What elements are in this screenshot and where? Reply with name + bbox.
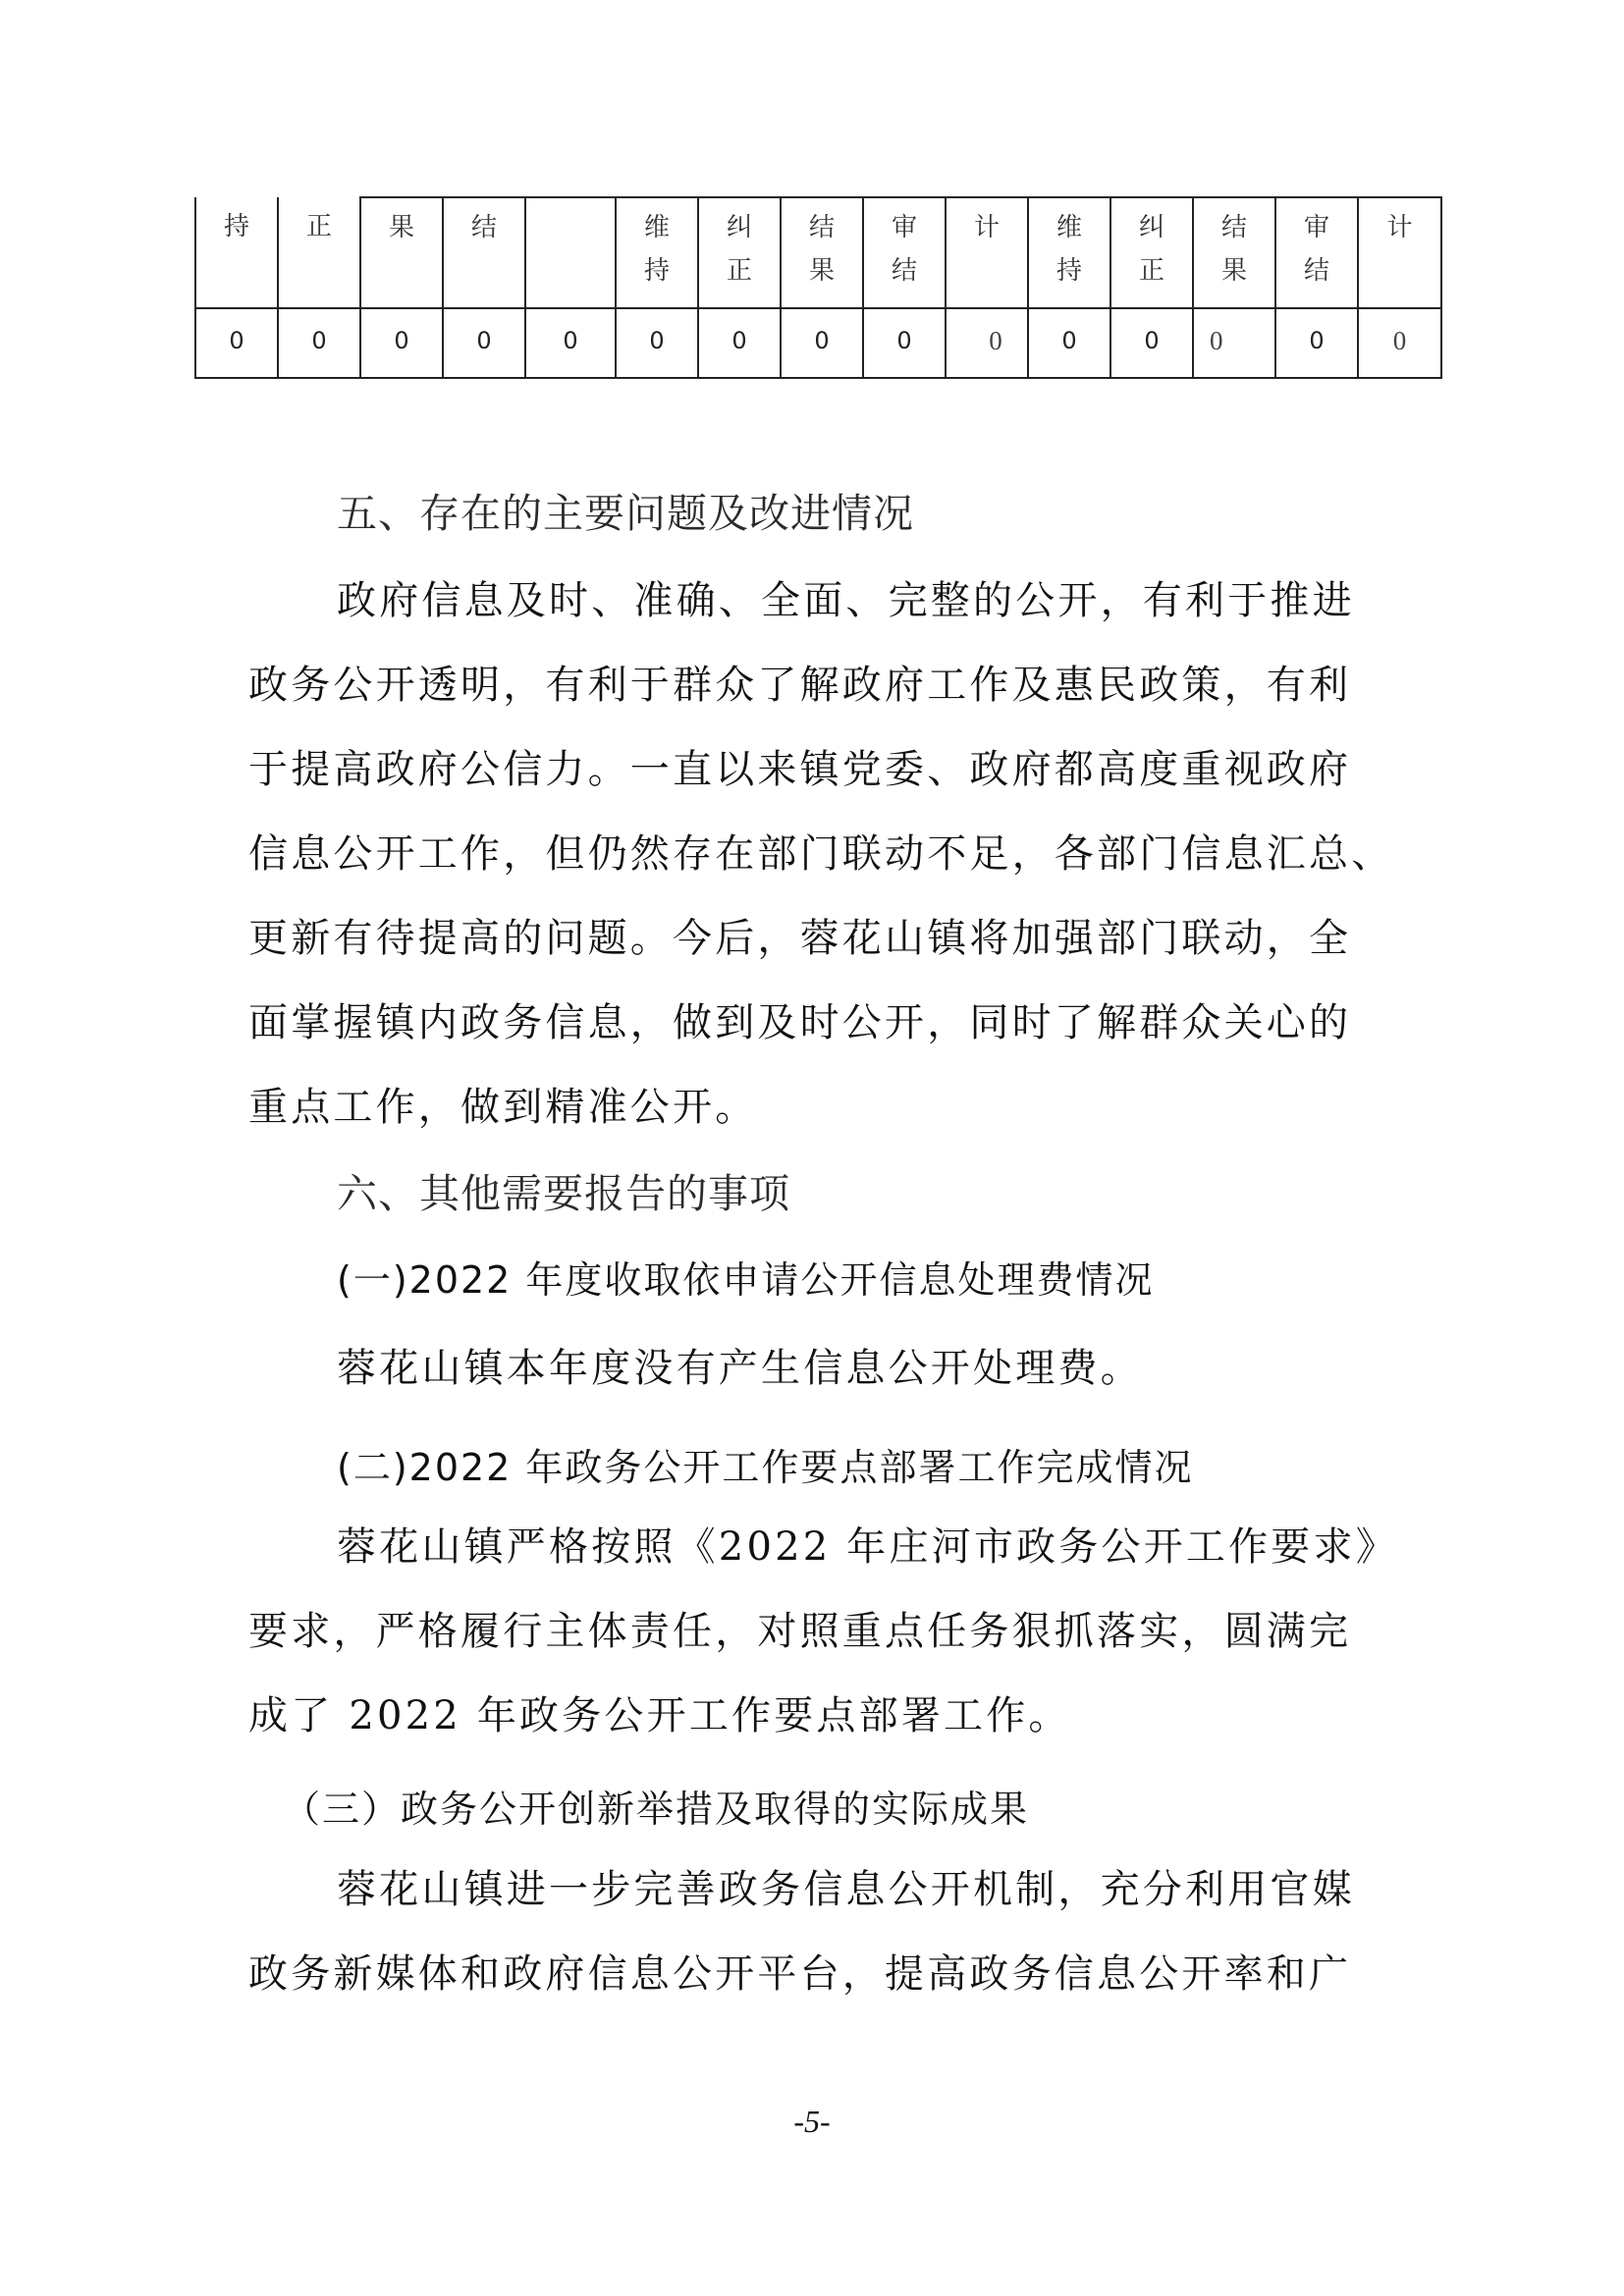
table-cell: 0 xyxy=(1028,308,1110,378)
table-header-cell: 计 xyxy=(946,197,1028,308)
table-cell: 0 xyxy=(195,308,278,378)
table-header-cell: 审 结 xyxy=(863,197,946,308)
section-heading: 五、存在的主要问题及改进情况 xyxy=(337,490,914,537)
table-cell: 0 xyxy=(1193,308,1275,378)
subsection-heading: (一)2022 年度收取依申请公开信息处理费情况 xyxy=(337,1258,1155,1302)
table-cell: 0 xyxy=(525,308,616,378)
section-heading: 六、其他需要报告的事项 xyxy=(337,1170,790,1217)
table-header-cell: 结 xyxy=(443,197,525,308)
table-cell: 0 xyxy=(278,308,360,378)
table-cell: 0 xyxy=(1275,308,1358,378)
table-header-cell: 结 果 xyxy=(781,197,863,308)
review-litigation-table-fragment xyxy=(194,196,1442,379)
paragraph-line: 蓉花山镇严格按照《2022 年庄河市政务公开工作要求》 xyxy=(337,1524,1398,1570)
table-cell: 0 xyxy=(781,308,863,378)
table-header-cell: 纠 正 xyxy=(1110,197,1193,308)
paragraph-line: 信息公开工作，但仍然存在部门联动不足，各部门信息汇总、 xyxy=(248,831,1394,877)
table-cell: 0 xyxy=(616,308,698,378)
paragraph-line: 更新有待提高的问题。今后，蓉花山镇将加强部门联动，全 xyxy=(248,916,1352,961)
paragraph-line: 政务公开透明，有利于群众了解政府工作及惠民政策，有利 xyxy=(248,663,1352,708)
table-cell: 0 xyxy=(863,308,946,378)
table-header-cell: 维 持 xyxy=(616,197,698,308)
table-header-cell-empty xyxy=(525,197,616,308)
subsection-heading: （三）政务公开创新举措及取得的实际成果 xyxy=(283,1788,1030,1831)
table-header-cell: 维 持 xyxy=(1028,197,1110,308)
paragraph-line: 蓉花山镇本年度没有产生信息公开处理费。 xyxy=(337,1346,1143,1391)
paragraph-line: 政务新媒体和政府信息公开平台，提高政务信息公开率和广 xyxy=(248,1951,1352,1997)
paragraph-line: 成了 2022 年政务公开工作要点部署工作。 xyxy=(248,1693,1071,1738)
table-header-cell: 结 果 xyxy=(1193,197,1275,308)
paragraph-line: 政府信息及时、准确、全面、完整的公开，有利于推进 xyxy=(337,578,1355,623)
table-cell: 0 xyxy=(360,308,443,378)
table-cell: 0 xyxy=(946,308,1028,378)
paragraph-line: 面掌握镇内政务信息，做到及时公开，同时了解群众关心的 xyxy=(248,1000,1352,1045)
paragraph-line: 要求，严格履行主体责任，对照重点任务狠抓落实，圆满完 xyxy=(248,1609,1352,1654)
table-header-cell: 持 xyxy=(195,197,278,308)
paragraph-line: 于提高政府公信力。一直以来镇党委、政府都高度重视政府 xyxy=(248,747,1352,792)
table-cell: 0 xyxy=(443,308,525,378)
table-cell: 0 xyxy=(1358,308,1441,378)
table-header-cell: 纠 正 xyxy=(698,197,781,308)
table-header-cell: 果 xyxy=(360,197,443,308)
table-header-cell: 审 结 xyxy=(1275,197,1358,308)
table-header-cell: 正 xyxy=(278,197,360,308)
table-header-row xyxy=(195,197,1441,308)
table-cell: 0 xyxy=(1110,308,1193,378)
paragraph-line: 重点工作，做到精准公开。 xyxy=(248,1085,758,1130)
page-number: -5- xyxy=(793,2104,831,2139)
table-value-row xyxy=(195,308,1441,378)
subsection-heading: (二)2022 年政务公开工作要点部署工作完成情况 xyxy=(337,1446,1194,1489)
table-cell: 0 xyxy=(698,308,781,378)
paragraph-line: 蓉花山镇进一步完善政务信息公开机制，充分利用官媒 xyxy=(337,1867,1355,1912)
table-header-cell: 计 xyxy=(1358,197,1441,308)
